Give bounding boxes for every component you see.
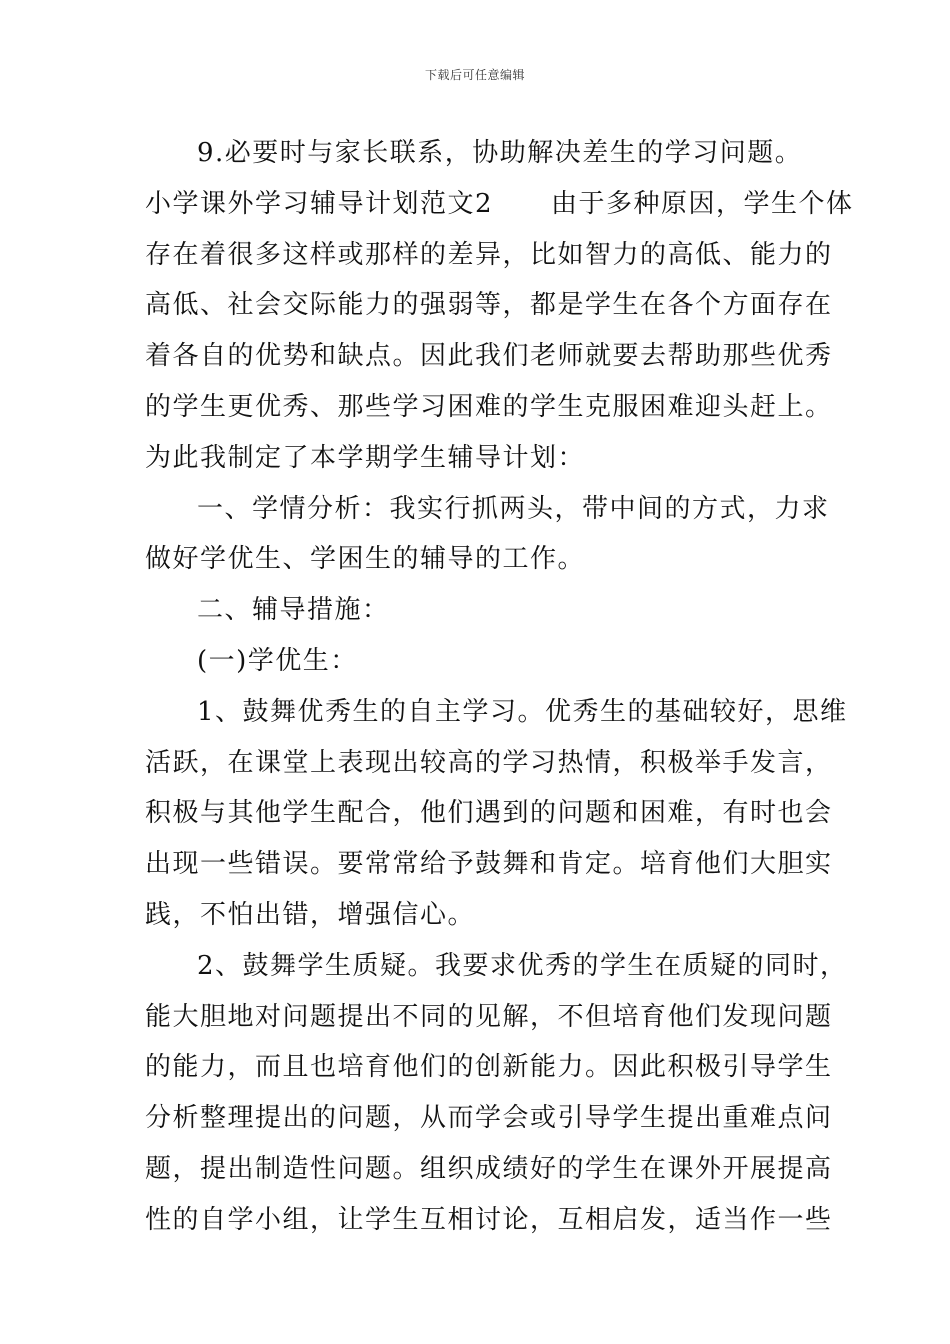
section-heading: 二、辅导措施： — [197, 595, 390, 626]
text-line: 能大胆地对问题提出不同的见解，不但培育他们发现问题 — [145, 1001, 833, 1032]
text-line: 性的自学小组，让学生互相讨论，互相启发，适当作一些 — [145, 1204, 833, 1235]
text-line: 积极与其他学生配合，他们遇到的问题和困难，有时也会 — [145, 798, 833, 829]
text-line: 活跃，在课堂上表现出较高的学习热情，积极举手发言， — [145, 747, 833, 778]
text-line: 做好学优生、学困生的辅导的工作。 — [145, 544, 586, 575]
text-line: 高低、社会交际能力的强弱等，都是学生在各个方面存在 — [145, 290, 833, 321]
text-line: 出现一些错误。要常常给予鼓舞和肯定。培育他们大胆实 — [145, 849, 833, 880]
subsection-heading: (一)学优生： — [197, 645, 358, 676]
text-line: 题，提出制造性问题。组织成绩好的学生在课外开展提高 — [145, 1153, 833, 1184]
text-line: 一、学情分析：我实行抓两头，带中间的方式，力求 — [197, 493, 830, 524]
text-line: 着各自的优势和缺点。因此我们老师就要去帮助那些优秀 — [145, 341, 833, 372]
section-title: 小学课外学习辅导计划范文2 — [145, 188, 494, 219]
document-body — [145, 128, 854, 1246]
text-line: 2、鼓舞学生质疑。我要求优秀的学生在质疑的同时， — [197, 950, 848, 981]
text-line: 为此我制定了本学期学生辅导计划： — [145, 442, 586, 473]
text-line: 分析整理提出的问题，从而学会或引导学生提出重难点问 — [145, 1103, 833, 1134]
text-line: 9.必要时与家长联系，协助解决差生的学习问题。 — [197, 138, 803, 168]
text-line: 存在着很多这样或那样的差异，比如智力的高低、能力的 — [145, 239, 833, 270]
text-line: 的能力，而且也培育他们的创新能力。因此积极引导学生 — [145, 1052, 833, 1083]
text-line: 践，不怕出错，增强信心。 — [145, 899, 476, 930]
text-line-with-title — [145, 179, 854, 230]
text-line: 的学生更优秀、那些学习困难的学生克服困难迎头赶上。 — [145, 391, 833, 422]
header-note: 下载后可任意编辑 — [424, 68, 525, 82]
text-line: 1、鼓舞优秀生的自主学习。优秀生的基础较好，思维 — [197, 696, 848, 727]
text-segment: 由于多种原因，学生个体 — [551, 188, 854, 219]
